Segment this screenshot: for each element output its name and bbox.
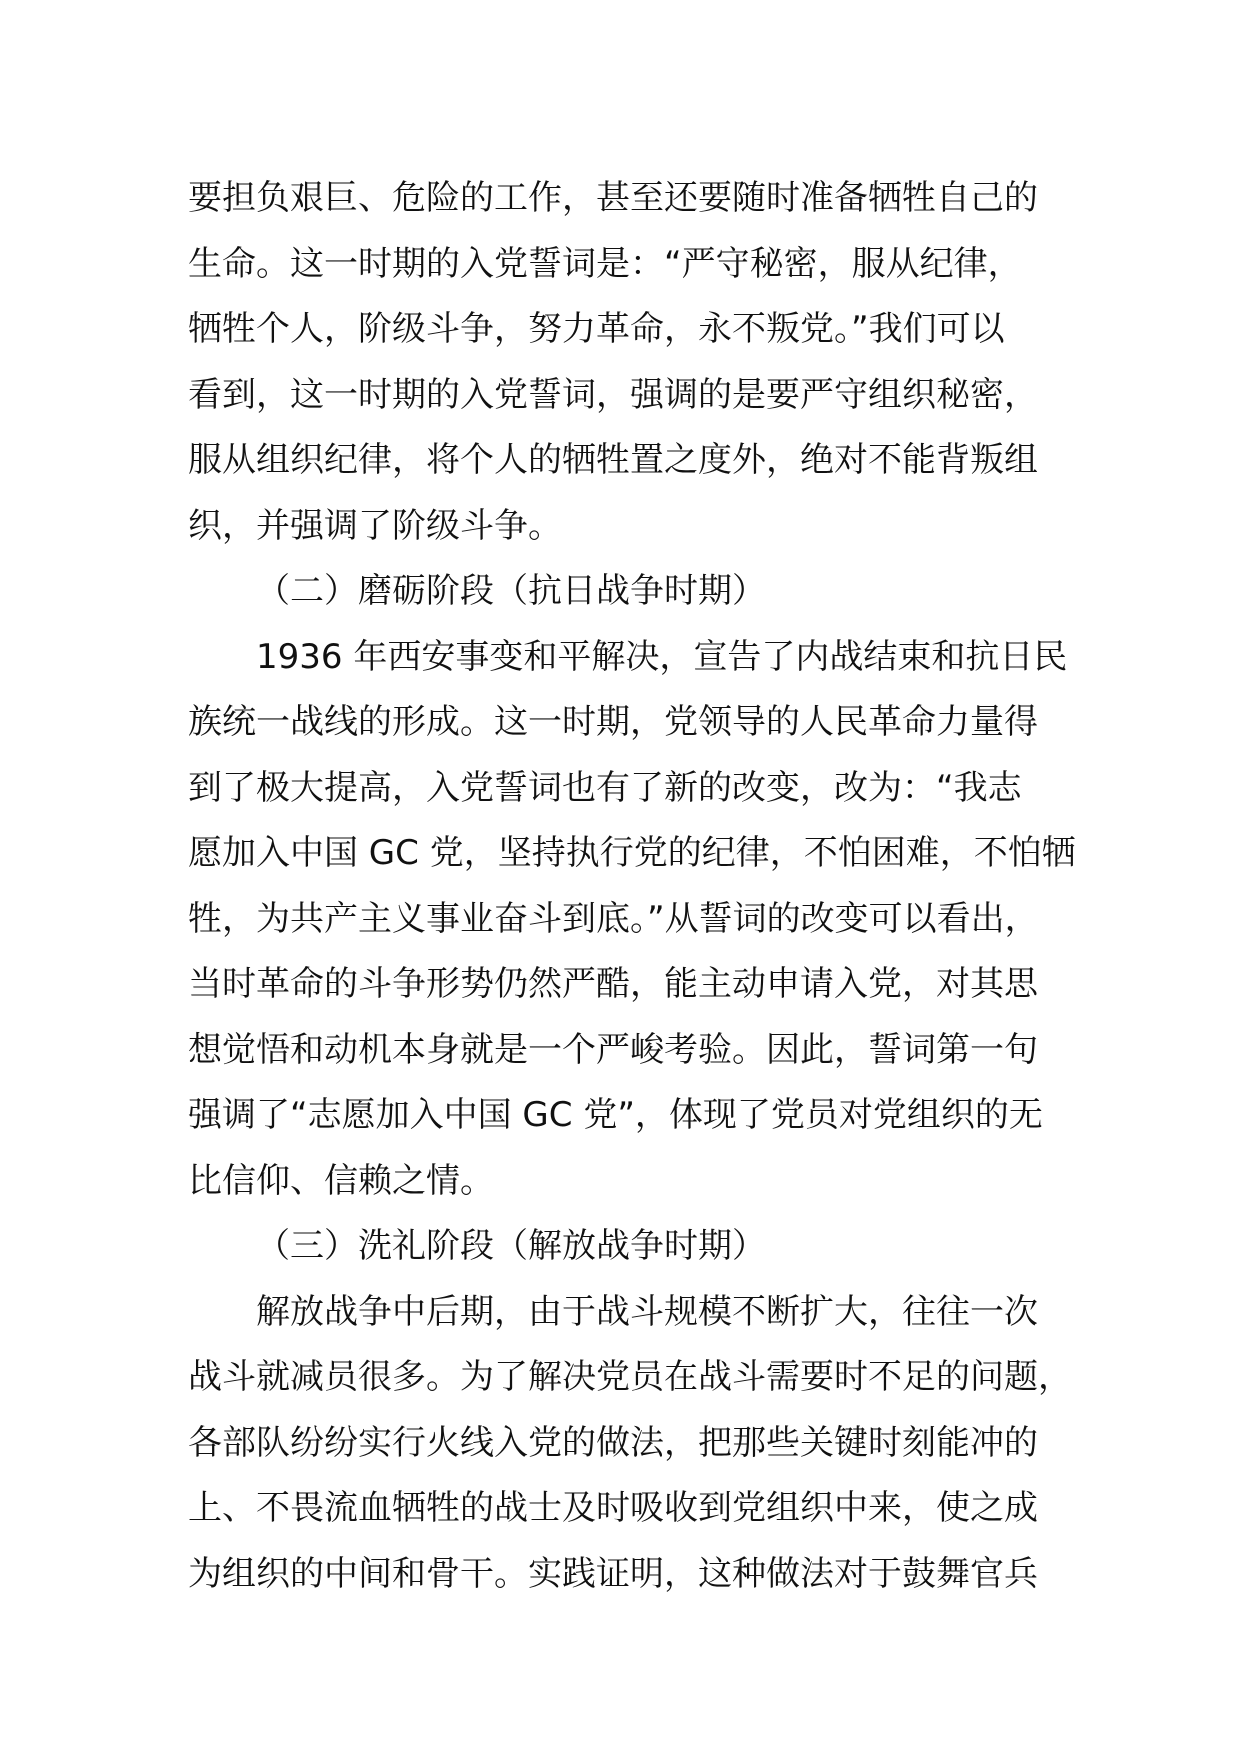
- text-line: 1936 年西安事变和平解决，宣告了内战结束和抗日民: [256, 636, 1068, 677]
- text-line: 族统一战线的形成。这一时期，党领导的人民革命力量得: [188, 702, 1038, 742]
- body-text: [188, 166, 1076, 1607]
- text-line: 看到，这一时期的入党誓词，强调的是要严守组织秘密，: [188, 374, 1038, 415]
- text-line: 愿加入中国 GC 党，坚持执行党的纪律，不怕困难，不怕牺: [188, 833, 1076, 873]
- text-line: 想觉悟和动机本身就是一个严峻考验。因此，誓词第一句: [188, 1029, 1038, 1070]
- section-heading: （三）洗礼阶段（解放战争时期）: [256, 1226, 766, 1266]
- text-line: 战斗就减员很多。为了解决党员在战斗需要时不足的问题，: [188, 1357, 1072, 1397]
- text-line: 各部队纷纷实行火线入党的做法，把那些关键时刻能冲的: [188, 1422, 1038, 1463]
- text-line: 到了极大提高，入党誓词也有了新的改变，改为：“我志: [188, 767, 1022, 808]
- text-line: 生命。这一时期的入党誓词是：“严守秘密，服从纪律，: [188, 243, 1022, 284]
- text-line: 解放战争中后期，由于战斗规模不断扩大，往往一次: [256, 1291, 1038, 1332]
- text-line: 牺牲个人，阶级斗争，努力革命，永不叛党。”我们可以: [188, 309, 1005, 349]
- text-line: 比信仰、信赖之情。: [188, 1160, 494, 1201]
- text-line: 服从组织纪律，将个人的牺牲置之度外，绝对不能背叛组: [188, 440, 1038, 480]
- text-line: 要担负艰巨、危险的工作，甚至还要随时准备牺牲自己的: [188, 178, 1038, 218]
- text-line: 强调了“志愿加入中国 GC 党”，体现了党员对党组织的无: [188, 1095, 1043, 1135]
- text-line: 上、不畏流血牺牲的战士及时吸收到党组织中来，使之成: [188, 1488, 1038, 1528]
- text-line: 织，并强调了阶级斗争。: [188, 505, 562, 546]
- text-line: 为组织的中间和骨干。实践证明，这种做法对于鼓舞官兵: [188, 1553, 1038, 1594]
- text-line: 当时革命的斗争形势仍然严酷，能主动申请入党，对其思: [188, 964, 1038, 1004]
- text-line: 牲，为共产主义事业奋斗到底。”从誓词的改变可以看出，: [188, 898, 1039, 939]
- section-heading: （二）磨砺阶段（抗日战争时期）: [256, 571, 766, 611]
